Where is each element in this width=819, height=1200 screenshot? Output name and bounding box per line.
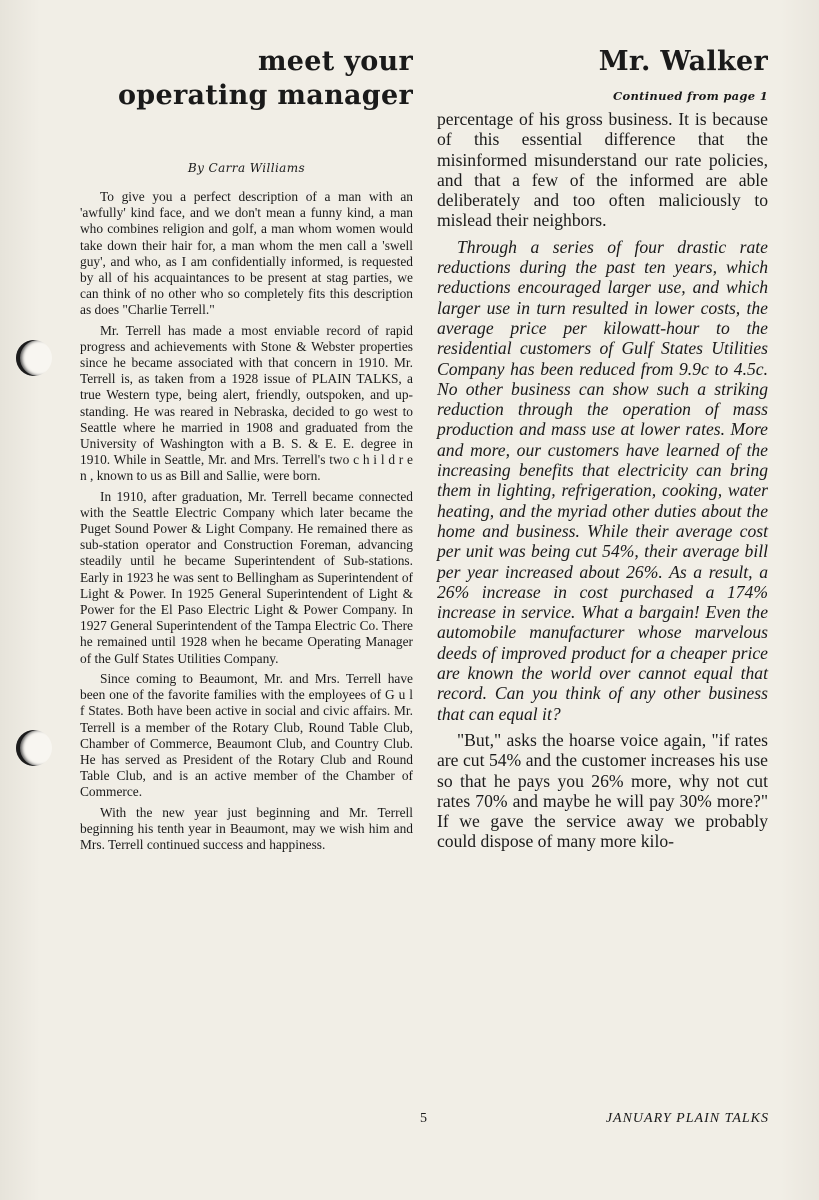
right-article xyxy=(437,45,768,858)
article-title: Mr. Walker xyxy=(598,46,768,77)
italic-paragraph: Through a series of four drastic rate reductions during the past ten years, which reductions encouraged larger use, and which larger use in turn resulted in lower costs, the average price per kilowatt-hour to the residential customers of Gulf States Utilities Company has been reduced from 9.9c to 4.5c. No other business can show such a striking reduction through the operation of mass production and mass use at lower rates. More and more, our customers have learned of the increasing benefits that electricity can bring them in lighting, refrigeration, cooking, water heating, and the myriad other duties about the home and business. While their average cost per unit was being cut 54%, their average bill per year increased about 26%. As a result, a 26% increase in cost purchased a 174% increase in service. What a bargain! Even the automobile manufacturer whose marvelous deeds of improved product for a cheaper price are known the world over cannot equal that record. Can you think of any other business that can equal it? xyxy=(437,236,768,724)
binder-hole xyxy=(16,340,52,376)
publication-footer: JANUARY PLAIN TALKS xyxy=(605,1111,769,1126)
title-line-2: operating manager xyxy=(118,80,413,111)
page-number: 5 xyxy=(420,1111,427,1126)
byline: By Carra Williams xyxy=(187,161,306,175)
paragraph: To give you a perfect description of a man with an 'awfully' kind face, and we don't mean a funny kind, a man who combines religion and golf, a man whom women would take down their hair for, a man whom the men call a 'swell guy', and who, as I am confidentially informed, is requested by all of his acquaintances to be present at stag parties, we can think of no other who so completely fits this description as does "Charlie Terrell." xyxy=(80,189,413,318)
paragraph: "But," asks the hoarse voice again, "if rates are cut 54% and the customer increases his use so that he pays you 26% more, why not cut rates 70% and maybe he will pay 30% more?" If we gave the service away we probably could dispose of many more kilo- xyxy=(437,729,768,852)
paragraph: Mr. Terrell has made a most enviable record of rapid progress and achievements with Stone & Webster properties since he became associated with that concern in 1910. Mr. Terrell is, as taken from a 1928 issue of PLAIN TALKS, a true Western type, being alert, friendly, outspoken, and up-standing. He was reared in Nebraska, decided to go west to Seattle where he married in 1908 and graduated from the University of Washington with a B. S. & E. E. degree in 1910. While in Seattle, Mr. and Mrs. Terrell's two c h i l d r e n , known to us as Bill and Sallie, were born. xyxy=(80,322,413,484)
binder-hole xyxy=(16,730,52,766)
left-article xyxy=(80,45,413,857)
article-title xyxy=(80,45,413,113)
continued-note: Continued from page 1 xyxy=(613,89,768,103)
paragraph: In 1910, after graduation, Mr. Terrell became connected with the Seattle Electric Company which later became the Puget Sound Power & Light Company. He remained there as sub-station operator and Construction Foreman, advancing steadily until he became Superintendent of Sub-stations. Early in 1923 he was sent to Bellingham as Superintendent of Light & Power. In 1925 General Superintendent of Light & Power for the El Paso Electric Light & Power Company. In 1927 General Superintendent of the Tampa Electric Co. There he remained until 1928 when he became Operating Manager of the Gulf States Utilities Company. xyxy=(80,488,413,666)
paragraph: With the new year just beginning and Mr. Terrell beginning his tenth year in Beaumont, may we wish him and Mrs. Terrell continued success and happiness. xyxy=(80,804,413,852)
paragraph: percentage of his gross business. It is because of this essential difference that the misinformed misunderstand our rate policies, and that a few of the informed are able deliberately and too often maliciously to mislead their neighbors. xyxy=(437,109,768,231)
title-line-1: meet your xyxy=(257,46,413,77)
paragraph: Since coming to Beaumont, Mr. and Mrs. Terrell have been one of the favorite families with the employees of G u l f States. Both have been active in social and civic affairs. Mr. Terrell is a member of the Rotary Club, Round Table Club, Chamber of Commerce, Beaumont Club, and Country Club. He has served as President of the Rotary Club and Round Table Club, and is an active member of the Chamber of Commerce. xyxy=(80,670,413,800)
